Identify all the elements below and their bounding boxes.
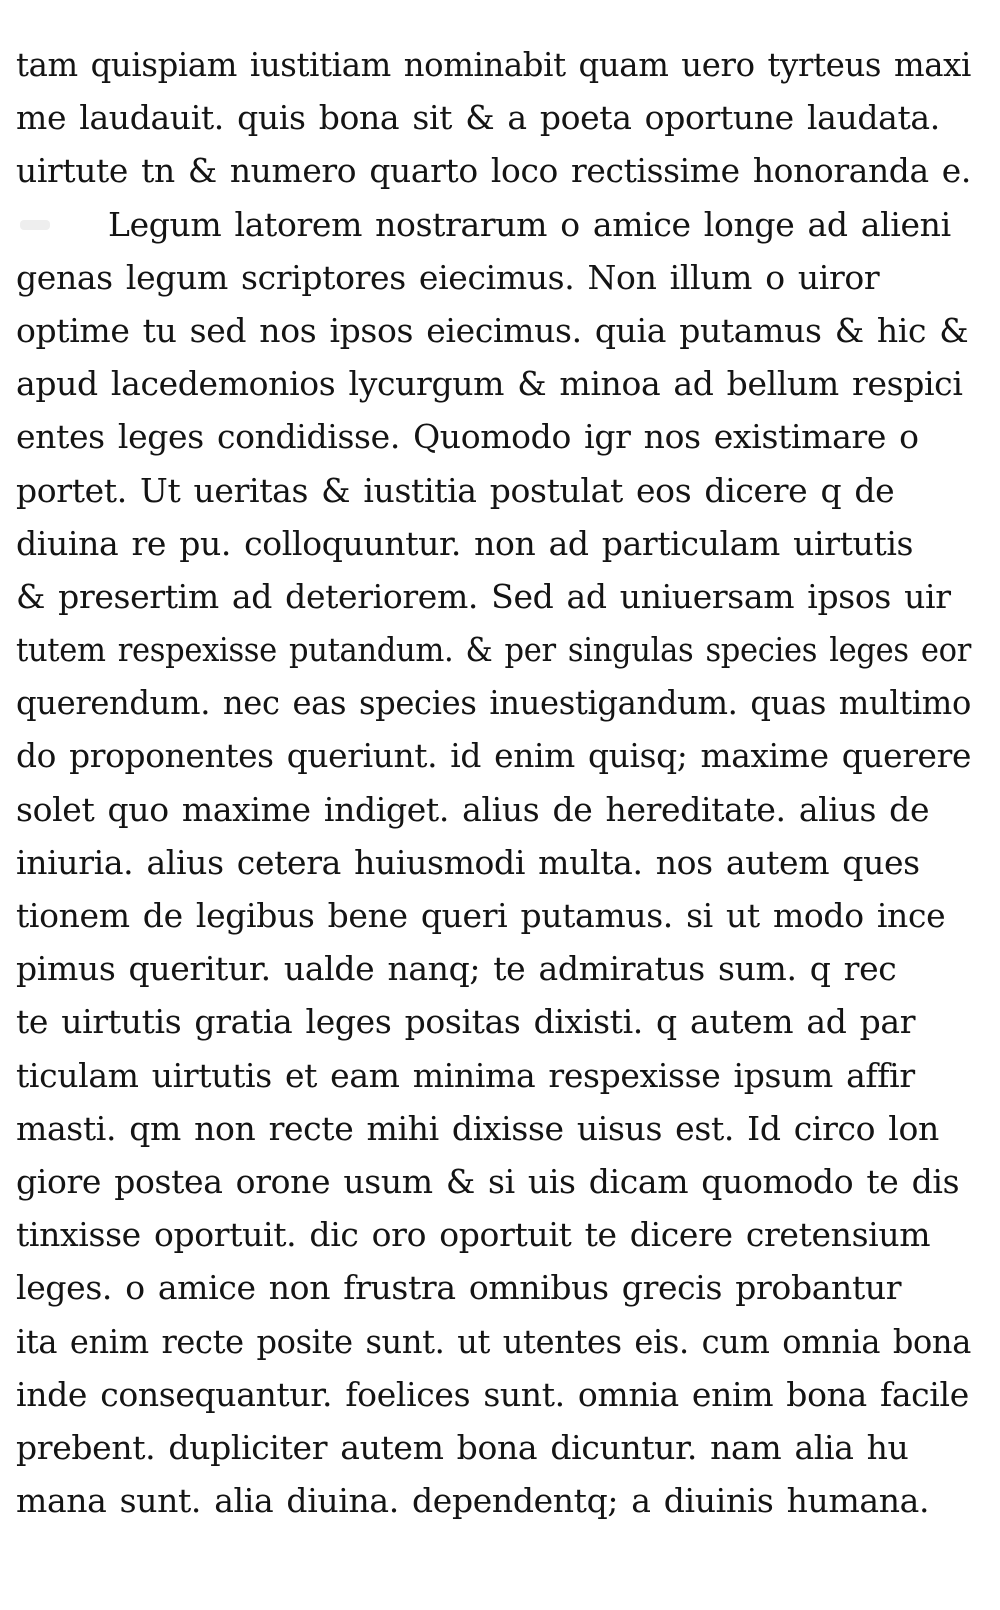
text-line-2: me laudauit. quis bona sit & a poeta oportune laudata. (16, 98, 940, 138)
text-line-7: apud lacedemonios lycurgum & minoa ad bellum respici (16, 364, 963, 404)
text-line-12: tutem respexisse putandum. & per singulas species leges eor (16, 630, 971, 670)
text-line-10: diuina re pu. colloquuntur. non ad particulam uirtutis (16, 523, 914, 563)
text-line-19: te uirtutis gratia leges positas dixisti. q autem ad par (16, 1002, 916, 1042)
manuscript-text-block (16, 38, 976, 1527)
text-line-25: ita enim recte posite sunt. ut utentes eis. cum omnia bona (16, 1321, 971, 1361)
text-line-1: tam quispiam iustitiam nominabit quam uero tyrteus maxi (16, 45, 971, 84)
text-line-4: Legum latorem nostrarum o amice longe ad alieni (108, 204, 951, 244)
text-line-6: optime tu sed nos ipsos eiecimus. quia putamus & hic & (16, 310, 969, 350)
text-line-21: masti. qm non recte mihi dixisse uisus est. Id circo lon (16, 1108, 939, 1148)
text-line-28: mana sunt. alia diuina. dependentq; a diuinis humana. (16, 1481, 930, 1521)
text-line-20: ticulam uirtutis et eam minima respexisse ipsum affir (16, 1055, 915, 1095)
text-line-11: & presertim ad deteriorem. Sed ad uniuersam ipsos uir (16, 576, 951, 616)
text-line-15: solet quo maxime indiget. alius de hereditate. alius de (16, 789, 930, 829)
text-line-27: prebent. dupliciter autem bona dicuntur. nam alia hu (16, 1427, 909, 1467)
text-line-5: genas legum scriptores eiecimus. Non illum o uiror (16, 257, 880, 297)
text-line-9: portet. Ut ueritas & iustitia postulat eos dicere q de (16, 470, 895, 510)
text-line-24: leges. o amice non frustra omnibus grecis probantur (16, 1268, 902, 1308)
text-line-18: pimus queritur. ualde nanq; te admiratus sum. q rec (16, 949, 897, 989)
text-line-17: tionem de legibus bene queri putamus. si ut modo ince (16, 896, 946, 935)
text-line-13: querendum. nec eas species inuestigandum. quas multimo (16, 683, 971, 723)
text-line-22: giore postea orone usum & si uis dicam quomodo te dis (16, 1161, 960, 1201)
text-line-14: do proponentes queriunt. id enim quisq; maxime querere (16, 736, 972, 776)
text-line-8: entes leges condidisse. Quomodo igr nos existimare o (16, 417, 919, 457)
text-line-16: iniuria. alius cetera huiusmodi multa. nos autem ques (16, 842, 920, 882)
text-line-26: inde consequantur. foelices sunt. omnia enim bona facile (16, 1374, 969, 1414)
text-line-23: tinxisse oportuit. dic oro oportuit te dicere cretensium (16, 1215, 931, 1255)
text-line-3: uirtute tn & numero quarto loco rectissime honoranda e. (16, 151, 972, 191)
